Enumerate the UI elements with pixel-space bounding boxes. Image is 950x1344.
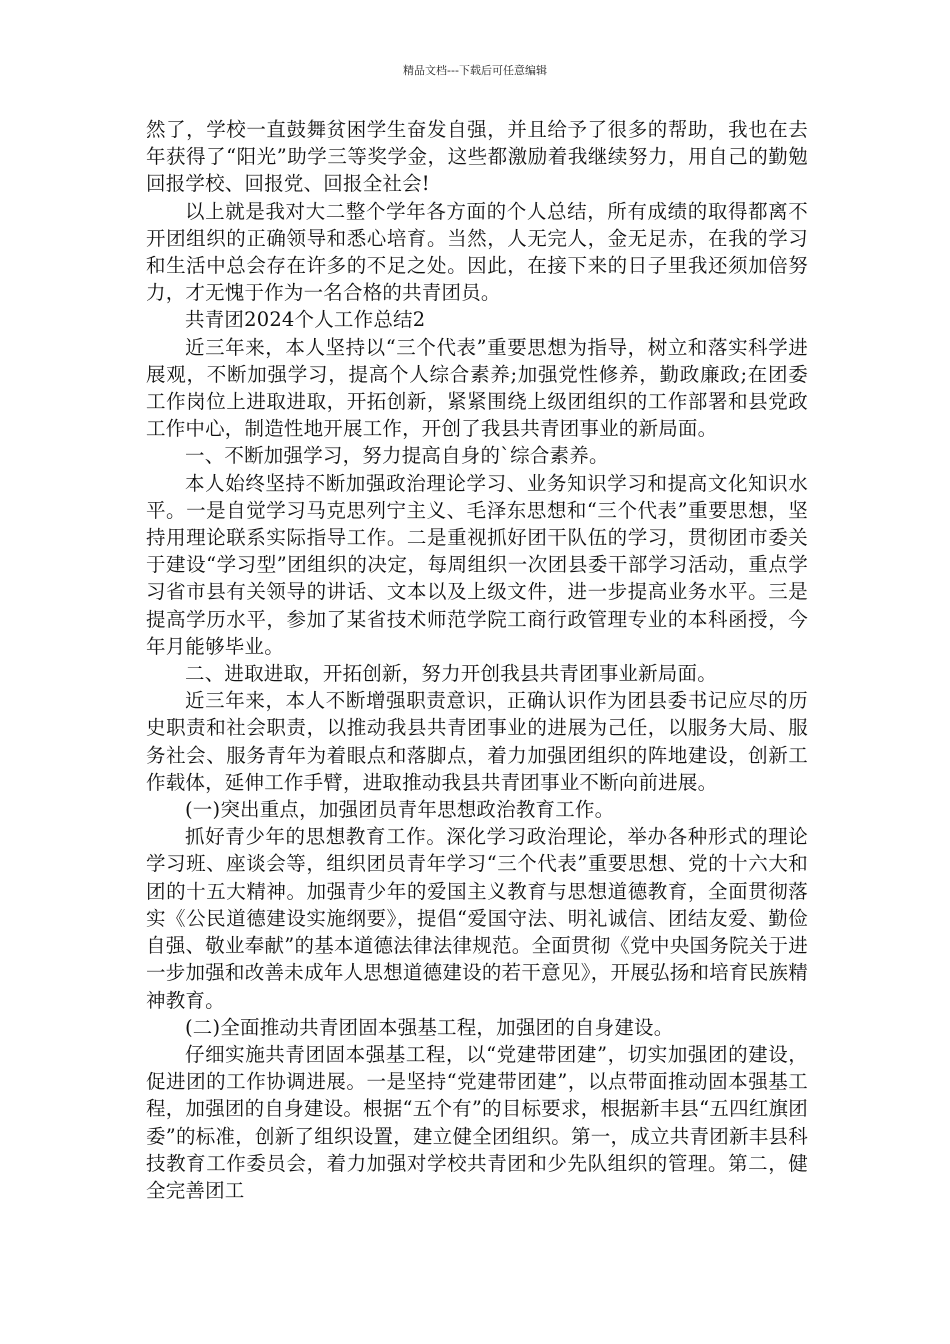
paragraph-4: 本人始终坚持不断加强政治理论学习、业务知识学习和提高文化知识水平。一是自觉学习马克思列宁主义、毛泽东思想和“三个代表”重要思想，坚持用理论联系实际指导工作。二是重视抓好团干队伍的学习，贯彻团市委关于建设“学习型”团组织的决定，每周组织一次团县委干部学习活动，重点学习省市县有关领导的讲话、文本以及上级文件，进一步提高业务水平。三是提高学历水平，参加了某省技术师范学院工商行政管理专业的本科函授，今年月能够毕业。 bbox=[146, 471, 808, 658]
paragraph-6: 抓好青少年的思想教育工作。深化学习政治理论，举办各种形式的理论学习班、座谈会等，组织团员青年学习“三个代表”重要思想、党的十六大和团的十五大精神。加强青少年的爱国主义教育与思想道德教育，全面贯彻落实《公民道德建设实施纲要》，提倡“爱国守法、明礼诚信、团结友爱、勤俭自强、敬业奉献”的基本道德法律法律规范。全面贯彻《党中央国务院关于进一步加强和改善未成年人思想道德建设的若干意见》，开展弘扬和培育民族精神教育。 bbox=[146, 825, 808, 1012]
paragraph-5: 近三年来，本人不断增强职责意识，正确认识作为团县委书记应尽的历史职责和社会职责，以推动我县共青团事业的进展为己任，以服务大局、服务社会、服务青年为着眼点和落脚点，着力加强团组织的阵地建设，创新工作载体，延伸工作手臂，进取推动我县共青团事业不断向前进展。 bbox=[146, 689, 808, 794]
paragraph-2: 以上就是我对大二整个学年各方面的个人总结，所有成绩的取得都离不开团组织的正确领导和悉心培育。当然，人无完人，金无足赤，在我的学习和生活中总会存在许多的不足之处。因此，在接下来的日子里我还须加倍努力，才无愧于作为一名合格的共青团员。 bbox=[146, 199, 808, 305]
document-body bbox=[146, 116, 808, 1204]
section-title: 共青团2024个人工作总结2 bbox=[185, 308, 426, 332]
heading-1: 一、不断加强学习，努力提高自身的`综合素养。 bbox=[185, 444, 609, 468]
paragraph-7: 仔细实施共青团固本强基工程，以“党建带团建”，切实加强团的建设，促进团的工作协调进展。一是坚持“党建带团建”，以点带面推动固本强基工程，加强团的自身建设。根据“五个有”的目标要求，根据新丰县“五四红旗团委”的标准，创新了组织设置，建立健全团组织。第一，成立共青团新丰县科技教育工作委员会，着力加强对学校共青团和少先队组织的管理。第二，健全完善团工 bbox=[146, 1042, 808, 1202]
heading-2: 二、进取进取，开拓创新，努力开创我县共青团事业新局面。 bbox=[185, 662, 717, 686]
paragraph-3: 近三年来，本人坚持以“三个代表”重要思想为指导，树立和落实科学进展观，不断加强学习，提高个人综合素养;加强党性修养，勤政廉政;在团委工作岗位上进取进取，开拓创新，紧紧围绕上级团组织的工作部署和县党政工作中心，制造性地开展工作，开创了我县共青团事业的新局面。 bbox=[146, 335, 808, 441]
subheading-2: (二)全面推动共青团固本强基工程，加强团的自身建设。 bbox=[185, 1015, 674, 1039]
page-header: 精品文档---下载后可任意编辑 bbox=[403, 64, 547, 77]
subheading-1: (一)突出重点，加强团员青年思想政治教育工作。 bbox=[185, 798, 615, 822]
paragraph-1: 然了，学校一直鼓舞贫困学生奋发自强，并且给予了很多的帮助，我也在去年获得了“阳光”助学三等奖学金，这些都激励着我继续努力，用自己的勤勉回报学校、回报党、回报全社会! bbox=[146, 118, 808, 196]
